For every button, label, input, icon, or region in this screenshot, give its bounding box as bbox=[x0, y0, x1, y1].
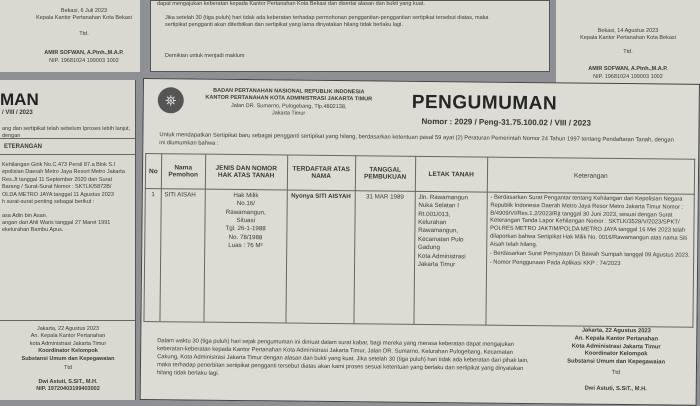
col-header-nama: Nama Pemohon bbox=[161, 154, 205, 189]
col-header-tanggal: TANGGAL PEMBUKUAN bbox=[355, 156, 415, 192]
top-center-line1: dapat mengajukan keberatan kepada Kantor Pertanahan Kota Bekasi dan disertai alasan dan bukti yang kuat. bbox=[157, 1, 425, 7]
left-keterangan-body bbox=[2, 162, 134, 235]
col-header-letak: LETAK TANAH bbox=[415, 156, 487, 192]
signer-nip: NIP. 19681024 199003 1002 bbox=[593, 73, 663, 80]
office-name: Kepala Kantor Pertanahan Kota Bekasi bbox=[36, 15, 132, 22]
ttd: Ttd. bbox=[79, 30, 89, 37]
left-signature: Jakarta, 22 Agustus 2023 An. Kepala Kantor Pertanahan kota Administrasi Jakarta Timur Koordinator Kelompok Substansi Umum dan Kepegawaian Ttd Dwi Astuti, S.SiT., M.H. NIP. 19720403199403002 bbox=[21, 326, 115, 392]
agency-line: Jalan DR. Sumarno, Pulogebang, Tlp.4802138, bbox=[230, 102, 347, 110]
cell-letak: Jln. Rawamangun Nuka Selatan I Rt.001/013, Kelurahan Rawamangun, Kecamatan Pulo Gadung Kota Administrasi Jakarta Timur bbox=[414, 191, 487, 325]
page-title: PENGUMUMAN bbox=[411, 91, 558, 115]
left-row: epolisian Daerah Metro Jaya Resort Metro Jakarta bbox=[2, 169, 125, 176]
col-header-no: No bbox=[145, 154, 161, 189]
office-name: Kepala Kantor Pertanahan Kota Bekasi bbox=[580, 35, 676, 42]
bpn-logo-icon: ⛯ bbox=[158, 87, 184, 113]
intro-text: Untuk mendapatkan Sertipikat baru sebagai pengganti sertipikat yang hilang, berdasarkan ketentuan pasal 59 ayat (2) Peraturan Pemerintah Nomor 24 Tahun 1997 tentang Pendaftaran Tanah, dengan ini diumumkan bahwa : bbox=[159, 132, 674, 147]
clipping-top-right bbox=[556, 0, 700, 90]
signer-nip: NIP. 19681024 199003 1002 bbox=[49, 57, 119, 64]
left-title: MAN bbox=[0, 90, 39, 109]
cell-hak: Hak Milik No.16/ Rawamangun, Situasi Tgl. 26-1-1988 No. 78/1988 Luas : 76 M² bbox=[204, 189, 287, 323]
clipping-left bbox=[0, 80, 136, 400]
announcement-main bbox=[140, 78, 700, 406]
table-header-row bbox=[145, 154, 694, 195]
col-header-hak: JENIS DAN NOMOR HAK ATAS TANAH bbox=[205, 154, 287, 190]
announcement-table bbox=[143, 153, 695, 328]
left-intro: ang dan sertipikat telah sebelum Iproses lebih lanjut, dengan bbox=[2, 126, 131, 140]
place-date: Bekasi, 6 Juli 2023 bbox=[60, 8, 108, 14]
top-center-line3: Demikian untuk menjadi maklum bbox=[165, 53, 245, 59]
left-row: asa Adin bin Asan. bbox=[2, 212, 48, 219]
top-center-line2: Jika setelah 30 (tiga puluh) hari tidak ada keberatan terhadap permohonan penggantian-penggantian sertipikat tersebut diatas, maka sertipikat pengganti akan diterbitkan dan sertipikat yang lama dinyatakan hilang tidak berlaku lagi. bbox=[165, 15, 489, 29]
agency-header bbox=[194, 88, 384, 120]
left-row: angan dari Ahli Waris tanggal 27 Maret 1991 bbox=[2, 219, 111, 226]
agency-line: BADAN PERTANAHAN NASIONAL REPUBLIK INDONESIA bbox=[213, 87, 365, 96]
cell-tanggal: 31 MAR 1989 bbox=[354, 191, 415, 325]
signer-name: AMIR SOFWAN, A.Ptnh.,M.A.P. bbox=[44, 50, 124, 57]
left-row: Res.Jt tanggal 11 September 2020 dan Surat bbox=[2, 176, 112, 183]
table-row bbox=[144, 189, 694, 328]
left-keterangan-header: ETERANGAN bbox=[4, 144, 43, 150]
left-row: ekelurahan Bambu Apus. bbox=[2, 227, 64, 234]
clipping-top-center bbox=[150, 0, 550, 72]
left-row: h surat-surat penting sebagai berikut : bbox=[2, 199, 95, 206]
closing-paragraph: Dalam waktu 30 (tiga puluh) hari sejak pengumuman ini dimuat dalam surat kabar, bagi mereka yang merasa keberatan dapat mengajukan keberatan-keberatan kepada Kantor Pertanahan Kota Administrasi Jakarta Timur, Jalan DR. Sumarno, Kelurahan Pulogebang, Kecamatan Cakung, Kota Administrasi Jakarta Timur dengan alasan dan bukti yang kuat. Jika setelah 30 (tiga puluh) hari tidak ada keberatan dari pihak lain, maka terhadap penerbitan sertipikat pengganti tersebut diatas akan kami proses sesuai ketentuan yang berlaku dan sertipikat yang dinyatakan hilang tidak berlaku lagi. bbox=[156, 338, 529, 378]
signer-name: AMIR SOFWAN, A.Ptnh.,M.A.P. bbox=[588, 66, 668, 73]
ttd: Ttd. bbox=[623, 48, 633, 55]
cell-no: 1 bbox=[144, 189, 161, 322]
col-header-terdaftar: TERDAFTAR ATAS NAMA bbox=[287, 155, 355, 191]
left-row: Kehilangan Girik No.C.473 Persil 87.a Blok S.I bbox=[2, 162, 116, 168]
col-header-keterangan: Keterangan bbox=[487, 157, 695, 194]
agency-line: KANTOR PERTANAHAN KOTA ADMINISTRASI JAKARTA TIMUR bbox=[205, 95, 373, 103]
cell-keterangan: - Berdasarkan Surat Pengantar tentang Kehilangan dari Kepolisian Negara Republik Indonesia Daerah Metro Jaya Resor Metro Jakarta Timur Nomor : B/4909/VI/Res.1.2/2023/Rjt tanggal 30 Juni 2023, sesuai dengan Surat Keterangan Tanda Lapor Kehilangan Nomor : SKTLK/3528/V/2023/SPKT/ POLRES METRO JAKTIM/POLDA METRO JAYA tanggal 16 Mei 2023 telah dilaporkan bahwa Sertipikat Hak Milik No. 0016/Rawamangun atas nama Siti Aisah telah hilang. - Berdasarkan Surat Pernyataan Di Bawah Sumpah tanggal 09 Agustus 2023. - Nomor Penggunaan Pada Aplikasi KKP : 74/2023 bbox=[486, 192, 695, 327]
agency-line: Jakarta Timur bbox=[271, 110, 306, 117]
place-date: Bekasi, 14 Agustus 2023 bbox=[597, 28, 659, 34]
left-nomor: / VIII / 2023 bbox=[2, 110, 33, 116]
clipping-top-left bbox=[0, 0, 140, 72]
left-row: Barang / Surat-Surat Nomor : SKTLK/5872B/ bbox=[2, 184, 112, 191]
main-signature: Jakarta, 22 Agustus 2023 An. Kepala Kantor Pertanahan Kota Administrasi Jakarta Timur Koordinator Kelompok Substansi Umum dan Kepegawaian Ttd Dwi Astuti, S.SiT., M.H. bbox=[567, 327, 666, 393]
left-row: OLDA METRO JAYA tanggal 11 Agustus 2023 bbox=[2, 191, 114, 198]
document-number: Nomor : 2029 / Peng-31.75.100.02 / VIII / 2023 bbox=[421, 116, 592, 128]
cell-terdaftar: Nyonya SITI AISYAH bbox=[286, 190, 355, 324]
cell-nama: SITI AISAH bbox=[160, 189, 205, 322]
